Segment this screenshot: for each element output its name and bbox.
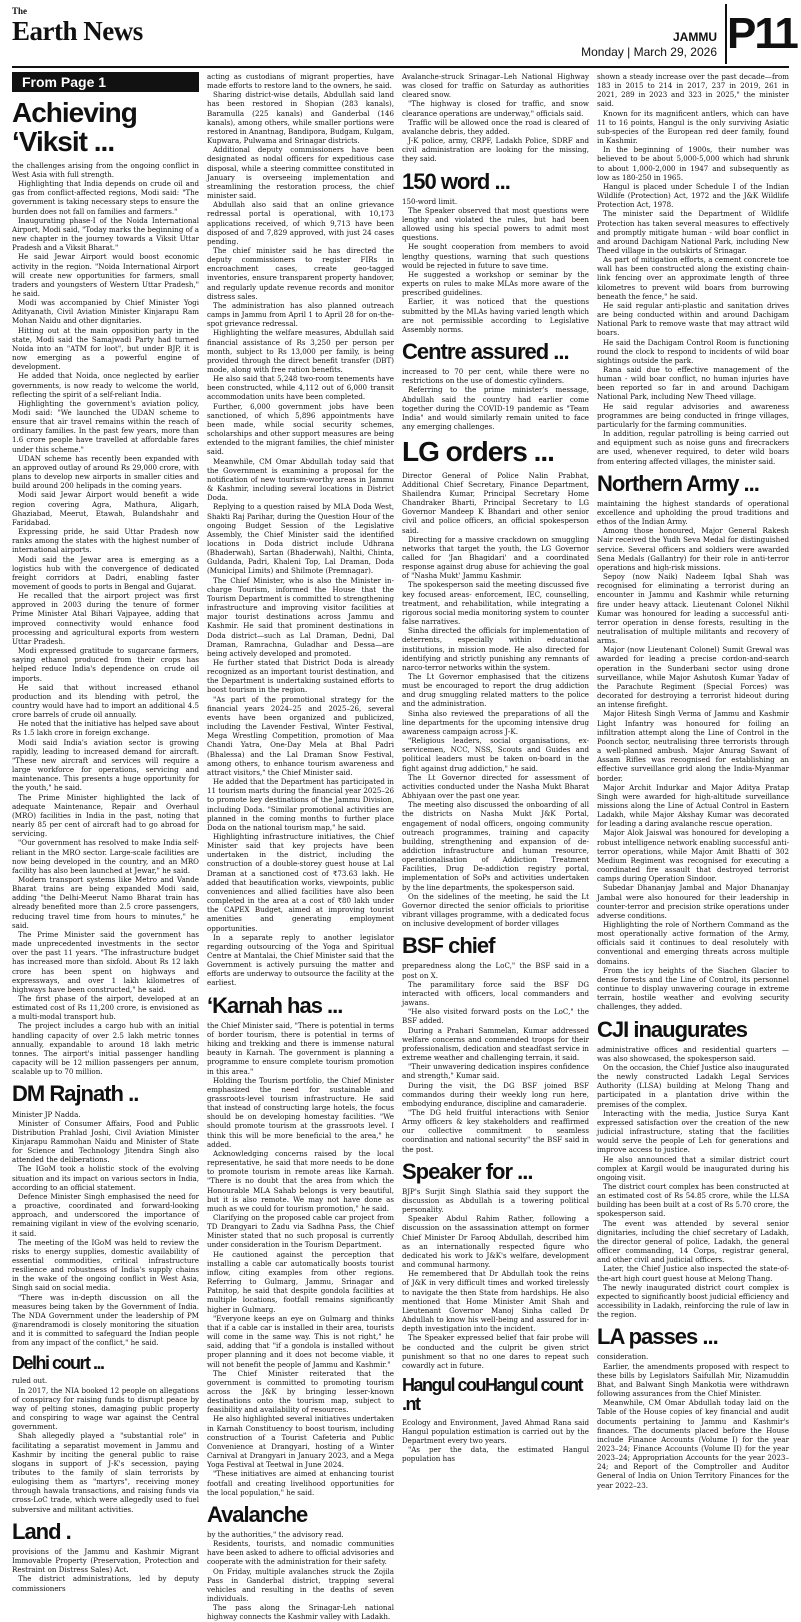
paragraph: In 2017, the NIA booked 12 people on allegations of conspiracy for raising funds to disrupt peace by way of pelting stones, damaging public property and conspiring to wage war against the Central government. [12,1385,199,1432]
paragraph: "The DG held fruitful interactions with Senior Army officers & key stakeholders and reaffirmed our collective commitment to seamless coordination and national security" the BSF said in the post. [402,1107,589,1154]
paragraph: Modi said India's aviation sector is growing rapidly, leading to increased demand for aircraft. "These new aircraft and services will require a large workforce for operations, servicing and maintenance. This presents a huge opportunity for the youth," he said. [12,737,199,793]
paragraph: 150-word limit. [402,196,458,206]
paragraph: He sought cooperation from members to avoid lengthy questions, warning that such questions would be rejected in future to save time. [402,242,589,270]
paragraph: administrative offices and residential quarters — was also showcased, the spokesperson said. [597,1044,789,1063]
paragraph: Hitting out at the main opposition party in the state, Modi said the Samajwadi Party had turned Noida into an "ATM for loot", but under BJP, it is now emerging as a powerful engine of development. [12,325,199,372]
paragraph: "The highway is closed for traffic, and snow clearance operations are underway," officials said. [402,99,589,118]
story-body [597,1045,789,1320]
paragraph: He recalled that the airport project was first approved in 2003 during the tenure of former Prime Minister Atal Bihari Vajpayee, adding that improved connectivity would enhance food processing and agricultural exports from western Uttar Pradesh. [12,591,199,646]
paragraph: The project includes a cargo hub with an initial handling capacity of over 2.5 lakh metric tonnes annually, expandable to around 18 lakh metric tonnes. The airport's initial passenger handling capacity will be 12 million passengers per annum, scalable up to 70 million. [12,1021,199,1077]
paragraph: The Lt Governor emphasised that the citizens must be encouraged to report the drug addiction and drug smuggling related matters to the police and the administration. [402,672,589,709]
newspaper-logo [12,6,143,46]
paragraph: by the authorities," the advisory read. [207,1529,344,1539]
section-banner: From Page 1 [12,72,199,92]
paragraph: Traffic will be allowed once the road is cleared of avalanche debris, they added. [402,117,589,136]
paragraph: "Our government has resolved to make India self-reliant in the MRO sector. Large-scale facilities are now being developed in the country, and an MRO facility has also been launched at Jewar," he said. [12,838,199,875]
paragraph: shown a steady increase over the past decade—from 183 in 2015 to 214 in 2017, 237 in 2019, 261 in 2021, 289 in 2023 and 323 in 2025," the minister said. [597,72,789,109]
story-body [402,197,589,334]
paragraph: Earlier, the amendments proposed with respect to these bills by Legislators Saifullah Mir, Nizamuddin Bhat, and Balwant Singh Mankotia were withdrawn following assurances from the Chief Minister. [597,1361,789,1399]
story-body [207,1530,394,1622]
paragraph: The pass along the Srinagar-Leh national highway connects the Kashmir valley with Ladakh. [207,1603,394,1622]
paragraph: The chief minister said he has directed the deputy commissioners to register FIRs in encroachment cases, create geo-tagged inventories, ensure transparent property handover, and regularly update revenue records and monitor distress sales. [207,245,394,301]
story-avalanche-continued [402,72,589,164]
paragraph: The district administrations, led by deputy commissioners [12,1574,199,1593]
headline: Land . [12,1518,71,1544]
story-body [207,72,394,988]
paragraph: He said regular advisories and awareness programmes are being conducted in fringe villages, particularly for the farming communities. [597,401,789,429]
paragraph: The minister said the Department of Wildlife Protection has taken several measures to effectively and promptly mitigate human - wild boar conflict in and around Dachigam National Park, including New Theed village in the outskirts of Srinagar. [597,209,789,255]
column-4 [597,72,789,1490]
paragraph: Modi said Jewar Airport would benefit a wide region covering Agra, Mathura, Aligarh, Ghaziabad, Meerut, Etawah, Bulandshahr and Faridabad. [12,490,199,527]
paragraph: Acknowledging concerns raised by the local representative, he said that more needs to be done to promote tourism in remote areas like Karnah. "There is no doubt that the area from which the Honourable MLA Sahab belongs is very beautiful, but it is also remote. We may not have done as much as we could for tourism promotion," he said. [207,1148,394,1213]
paragraph: He remembered that Dr Abdullah took the reins of J&K in very difficult times and worked tirelessly to navigate the then State from hardships. He also mentioned that Home Minister Amit Shah and Lieutenant Governor Manoj Sinha called Dr Abdullah to know his well-being and assured for in-depth investigation into the incident. [402,1269,589,1334]
headline: Avalanche [207,1501,308,1527]
paragraph: Holding the Tourism portfolio, the Chief Minister emphasized the need for sustainable and grassroots-level tourism infrastructure. He said that instead of constructing large hotels, the focus should be on developing homestay facilities. "We should promote tourism at the grassroots level. I think this will be more beneficial to the area," he added. [207,1075,394,1149]
story-rajnath [12,1082,199,1347]
paragraph: Inaugurating phase-I of the Noida International Airport, Modi said, "Today marks the beginning of a new chapter in the journey towards a Viksit Uttar Pradesh and a Viksit Bharat." [12,215,199,253]
paragraph: "These initiatives are aimed at enhancing tourist footfall and creating livelihood opportunities for the local population," he said. [207,1469,394,1497]
paragraph: Shah allegedly played a "substantial role" in facilitating a separatist movement in Jammu and Kashmir by inciting the general public to raise slogans in support of J-K's secession, paying tributes to the family of slain terrorists by eulogising them as "martyrs", receiving money through hawala transactions, and raising funds via cross-LoC trade, which were allegedly used to fuel subversive and militant activities. [12,1431,199,1514]
paragraph: From the icy heights of the Siachen Glacier to dense forests and the Line of Control, its personnel continue to display unwavering courage in extreme terrain, hostile weather and evolving security challenges, they added. [597,965,789,1012]
paragraph: Meanwhile, CM Omar Abdullah today said that the Government is examining a proposal for the notification of new tourism-worthy areas in Jammu & Kashmir, including several locations in District Doda. [207,456,394,503]
paragraph: Among those honoured, Major General Rakesh Nair received the Yudh Seva Medal for distinguished service. Several officers and soldiers were awarded Sena Medals (Gallantry) for their role in anti-terror operations and high-risk missions. [597,526,789,572]
story-body [402,961,589,1153]
paragraph: The Chief Minister reiterated that the government is committed to promoting tourism across the J&K by bringing lesser-known destinations onto the tourism map, subject to feasibility and availability of resources. [207,1368,394,1415]
paragraph: He cautioned against the perception that installing a cable car automatically boosts tourist inflow, citing examples from other regions. Referring to Gulmarg, Jammu, Srinagar and Patnitop, he said that despite gondola facilities at multiple locations, footfall remains significantly higher in Gulmarg. [207,1249,394,1314]
paragraph: On the occasion, the Chief Justice also inaugurated the newly constructed Ladakh Legal Services Authority (LLSA) building at Melong Thang and participated in a plantation drive within the premises of the complex. [597,1062,789,1109]
paragraph: The Speaker observed that most questions were lengthy and violated the rules, but had been allowed using his special powers to admit most questions. [402,205,589,243]
paragraph: The district court complex has been constructed at an estimated cost of Rs 54.85 crore, while the LLSA building has been built at a cost of Rs 5.70 crore, the spokesperson said. [597,1182,789,1219]
paragraph: He suggested a workshop or seminar by the experts on rules to make MLAs more aware of the prescribed guidelines. [402,269,589,298]
story-body [12,161,199,1077]
paragraph: The spokesperson said the meeting discussed five key focused areas- enforcement, IEC, counselling, treatment, and rehabilitation, while integrating a rigorous social media monitoring system to counter false narratives. [402,580,589,627]
column-2 [207,72,394,1622]
paragraph: the challenges arising from the ongoing conflict in West Asia with full strength. [12,160,199,179]
paragraph: Rana said due to effective management of the human - wild boar conflict, no human injuries have been reported so far in and around Dachigam National Park, including New Theed village. [597,365,789,402]
paragraph: Major Hitesh Singh Verma of Jammu and Kashmir Light Infantry was honoured for foiling an infiltration attempt along the Line of Control in the Poonch sector, neutralising three terrorists through a well-planned ambush. Major Anurag Sawant of Assam Rifles was recognised for establishing an effective surveillance grid along the India-Myanmar border. [597,709,789,783]
paragraph: increased to 70 per cent, while there were no restrictions on the use of domestic cylinders. [402,367,589,386]
paragraph: The Prime Minister said the government has made unprecedented investments in the sector over the past 11 years. "The infrastructure budget has increased more than sixfold. About Rs 12 lakh crore has been spent on highways and expressways, and over 1 lakh kilometres of highways have been constructed," he said. [12,929,199,994]
paragraph: Highlighting that India depends on crude oil and gas from conflict-affected regions, Modi said: "The government is taking necessary steps to ensure the burden does not fall on families and farmers." [12,179,199,216]
paragraph: In addition, regular patrolling is being carried out and equipment such as noise guns and firecrackers are used, whenever required, to deter wild boars from entering affected villages, the minister said. [597,429,789,466]
paragraph: Later, the Chief Justice also inspected the state-of-the-art high court guest house at Melong Thang. [597,1264,789,1283]
paragraph: He added that the Department has participated in 11 tourism marts during the financial year 2025–26 to promote key destinations of the Jammu Division, including Doda. "Similar promotional activities are planned in the coming months to further place Doda on the national tourism map," he said. [207,777,394,832]
paragraph: Directing for a massive crackdown on smuggling networks that target the youth, the LG Governor called for 'Jan Bhagidari' and a coordinated response against drug abuse for achieving the goal of "Nasha Mukt' Jammu Kashmir. [402,534,589,581]
paragraph: The IGoM took a holistic stock of the evolving situation and its impact on various sectors in India, according to an official statement. [12,1164,199,1192]
paragraph: "There was in-depth discussion on all the measures being taken by the Government of India. The NDA Government under the leadership of PM @narendramodi is closely monitoring the situation and it is committed to safeguard the Indian people from any impact of the conflict," he said. [12,1292,199,1348]
paragraph: Residents, tourists, and nomadic communities have been asked to adhere to official advisories and cooperate with the administration for their safety. [207,1539,394,1567]
paragraph: Sepoy (now Naik) Nadeem Iqbal Shah was recognised for eliminating a terrorist during an encounter in Jammu and Kashmir while returning fire under heavy attack. Lieutenant Colonel Nikhil Kumar was honoured for leading a successful anti-terror operation in dense forests, resulting in the neutralisation of multiple militants and recovery of arms. [597,572,789,646]
paragraph: The Chief Minister, who is also the Minister in-charge Tourism, informed the House that the Tourism Department is committed to strengthening infrastructure and improving visitor facilities at major tourist destinations across Jammu and Kashmir. He said that prominent destinations in Doda district—such as Lal Draman, Dedni, Dal Draman, Ramrachna, Guladhar and Dessa—are being actively developed and promoted. [207,575,394,658]
paragraph: The Prime Minister highlighted the lack of adequate Maintenance, Repair and Overhaul (MRO) facilities in India in the past, noting that nearly 85 per cent of aircraft had to go abroad for servicing. [12,792,199,839]
story-delhi-court [12,1354,199,1514]
paragraph: The first phase of the airport, developed at an estimated cost of Rs 11,200 crore, is envisioned as a multi-modal transport hub. [12,994,199,1022]
story-land [12,1520,199,1593]
headline: Achieving ‘Viksit ... [12,97,137,158]
story-hangul-count [402,1376,589,1464]
story-body [402,72,589,164]
paragraph: preparedness along the LoC," the BSF said in a post on X. [402,961,589,980]
column-1 [12,72,199,1593]
paragraph: Further, 6,000 government jobs have been sanctioned, of which 5,896 appointments have been made, while social security schemes, scholarships and other support measures are being extended to the migrant families, the chief minister said. [207,401,394,457]
paragraph: He said that without increased ethanol production and its blending with petrol, the country would have had to import an additional 4.5 crore barrels of crude oil annually. [12,682,199,720]
paragraph: Major Alok Jaiswal was honoured for developing a robust intelligence network enabling successful anti-terror operations, while Major Amit Bhatti of 302 Medium Regiment was recognised for executing a coordinated fire assault that destroyed terrorist camps during Operation Sindoor. [597,828,789,884]
story-lg-orders [402,437,589,928]
paragraph: The meeting also discussed the onboarding of all the districts on Nasha Mukt J&K Portal, engagement of nodal officers, ongoing community outreach programmes, training and capacity building, strengthening and expansion of de-addiction infrastructure and human resource, operationalisation of Addiction Treatment Facilities, Drug De-addiction registry portal, implementation of SoPs and activities undertaken by the line departments, the spokesperson said. [402,800,589,892]
paragraph: In the beginning of 1900s, their number was believed to be about 5,000-5,000 which had shrunk to about 1,000-2,000 in 1947 and subsequently as low as 180-250 in 1965. [597,145,789,182]
story-body [597,499,789,1012]
paragraph: Earlier, it was noticed that the questions submitted by the MLAs having varied length which are not permissible according to Legislative Assembly norms. [402,297,589,334]
story-viksit [12,98,199,1076]
headline: LA passes ... [597,1324,718,1350]
story-body [12,1376,199,1513]
story-body [207,1021,394,1497]
headline: Centre assured ... [402,339,569,364]
paragraph: He noted that the initiative has helped save about Rs 1.5 lakh crore in foreign exchange. [12,719,199,738]
edition-date: Monday | March 29, 2026 [581,45,717,59]
paragraph: Defence Minister Singh emphasised the need for a proactive, coordinated and forward-looking approach, and underscored the importance of remaining vigilant in view of the evolving scenario, it said. [12,1191,199,1238]
story-150-word [402,170,589,334]
paragraph: Speaker Abdul Rahim Rather, following a discussion on the assassination attempt on former Chief Minister Dr Farooq Abdullah, described him as an internationally respected figure who dedicated his work to J&K's welfare, development and communal harmony. [402,1214,589,1270]
story-body [402,367,589,431]
paragraph: In a separate reply to another legislator regarding outsourcing of the Yoga and Spiritual Centre at Mantalai, the Chief Minister said that the Government is actively pursuing the matter and efforts are underway to outsource the facility at the earliest. [207,932,394,988]
paragraph: Highlighting the welfare measures, Abdullah said financial assistance of Rs 3,250 per person per month, subject to Rs 13,000 per family, is being provided through the direct benefit transfer (DBT) mode, along with free ration benefits. [207,328,394,374]
story-speaker [402,1160,589,1370]
paragraph: Meanwhile, CM Omar Abdullah today laid on the Table of the House copies of key financial and audit documents pertaining to Jammu and Kashmir's finances. The documents placed before the House include Finance Accounts (Volume I) for the year 2023–24; Finance Accounts (Volume II) for the year 2023–24; Appropriation Accounts for the year 2023–24; and Report of the Comptroller and Auditor General of India on Union Territory Finances for the year 2022–23. [597,1398,789,1490]
paragraph: Director General of Police Nalin Prabhat, Additional Chief Secretary, Finance Department, Shailendra Kumar, Principal Secretary Home Chandraker Bharti, Principal Secretary to LG Governor Mandeep K Bhandari and other senior civil and police officers, an official spokesperson said. [402,470,589,535]
paragraph: He said the Dachigam Control Room is functioning round the clock to respond to incidents of wild boar sightings outside the park. [597,337,789,365]
story-karnah [207,994,394,1497]
story-northern-army [597,472,789,1012]
story-centre-assured [402,340,589,431]
paragraph: During a Prahari Sammelan, Kumar addressed welfare concerns and commended troops for their professionalism, dedication and steadfast service in extreme weather and challenging terrain, it said. [402,1025,589,1063]
paragraph: Modi was accompanied by Chief Minister Yogi Adityanath, Civil Aviation Minister Kinjarapu Ram Mohan Naidu and other dignitaries. [12,298,199,326]
paragraph: The Speaker expressed belief that fair probe will be conducted and the culprit be given strict punishment so that no one dares to repeat such cowardly act in future. [402,1333,589,1370]
headline: LG orders ... [402,436,554,468]
story-cji-inaugurates [597,1018,789,1320]
paragraph: "He also visited forward posts on the LoC," the BSF added. [402,1007,589,1026]
paragraph: Highlighting infrastructure initiatives, the Chief Minister said that key projects have been undertaken in the district, including the construction of a double-storey guest house at Lal Draman at a sanctioned cost of ₹73.63 lakh. He added that beautification works, viewpoints, public conveniences and allied facilities have also been completed in the area at a cost of ₹80 lakh under the CAPEX Budget, aimed at improving tourist amenities and generating employment opportunities. [207,831,394,933]
page-number: P11 [725,4,789,64]
paragraph: Highlighting the government's aviation policy, Modi said: "We launched the UDAN scheme to ensure that air travel remains within the reach of ordinary families. In the past few years, more than 1.6 crore people have travelled at affordable fares under this scheme." [12,398,199,454]
paragraph: Referring to the prime minister's message, Abdullah said the country had earlier come together during the COVID-19 pandemic as "Team India" and would similarly remain united to face any emerging challenges. [402,385,589,432]
story-bsf-chief [402,934,589,1153]
paragraph: The newly inaugurated district court complex is expected to significantly boost judicial efficiency and accessibility in Ladakh, reinforcing the rule of law in the region. [597,1282,789,1320]
paragraph: "Everyone keeps an eye on Gulmarg and thinks that if a cable car is installed in their area, tourists will come in the same way. This is not right," he said, adding that "if a gondola is installed without proper planning and it does not become viable, it will not benefit the people of Jammu and Kashmir." [207,1313,394,1369]
paragraph: On Friday, multiple avalanches struck the Zojila Pass in Ganderbal district, trapping several vehicles and resulting in the deaths of seven individuals. [207,1566,394,1604]
paragraph: consideration. [597,1352,649,1362]
paragraph: Known for its magnificent antlers, which can have 11 to 16 points, Hangul is the only surviving Asiatic sub-species of the European red deer family, found in Kashmir. [597,108,789,146]
paragraph: The meeting of the IGoM was held to review the risks to energy supplies, domestic availability of essential commodities, critical infrastructure resilience and robustness of India's supply chains in the wake of the ongoing conflict in West Asia, Singh said on social media. [12,1237,199,1293]
paragraph: Additional deputy commissioners have been designated as nodal officers for expeditious case disposal, while a steering committee constituted in January is overseeing implementation and streamlining the restoration process, the chief minister said. [207,145,394,201]
edition-city: JAMMU [673,30,717,44]
paragraph: maintaining the highest standards of operational excellence and upholding the proud traditions and ethos of the Indian Army. [597,498,789,527]
paragraph: "Their unwavering dedication inspires confidence and strength," Kumar said. [402,1062,589,1081]
story-land-continued [207,72,394,988]
paragraph: He also said that 5,248 two-room tenements have been constructed, while 4,112 out of 6,000 transit accommodation units have been completed. [207,374,394,402]
story-body [402,1187,589,1370]
paragraph: He also announced that a similar district court complex at Kargil would be inaugurated during his ongoing visit. [597,1154,789,1182]
headline: BSF chief [402,933,495,959]
story-la-passes [597,1325,789,1489]
paragraph: UDAN scheme has recently been expanded with an approved outlay of around Rs 29,000 crore, with plans to develop new airports in smaller cities and build around 200 helipads in the coming years. [12,453,199,491]
paragraph: Clarifying on the proposed cable car project from TD Drangyari to Zadu via Sadhna Pass, the Chief Minister stated that no such proposal is currently under consideration in the Tourism Department. [207,1213,394,1250]
paragraph: Major (now Lieutenant Colonel) Sumit Grewal was awarded for leading a precise cordon-and-search operation in the Sunderbani sector using drone surveillance, while Major Ashutosh Kumar Yadav of the Parachute Regiment (Special Forces) was decorated for destroying a terrorist hideout during an intense firefight. [597,645,789,710]
paragraph: As part of mitigation efforts, a cement concrete toe wall has been constructed along the existing chain-link fencing over an approximate length of three kilometres to prevent wild boars from burrowing beneath the fence," he said. [597,255,789,301]
story-body [12,1547,199,1593]
paragraph: "As part of the promotional strategy for the financial years 2024–25 and 2025–26, several events have been organized and publicized, including the Lavender Festival, Winter Festival, Mega Wrestling Competition, promotion of Maa Chandi Yatra, One-Day Mela at Bhal Padri (Bhalessa) and the Lal Draman Snow Festival, among others, to enhance tourism awareness and attract visitors," the Chief Minister said. [207,694,394,777]
paragraph: The Lt Governor directed for assessment of activities conducted under the Nasha Mukt Bharat Abhiyaan over the past one year. [402,772,589,801]
paragraph: Highlighting the role of Northern Command as the most operationally active formation of the Army, officials said it continues to deal resolutely with conventional and emerging threats across multiple domains. [597,920,789,966]
paragraph: He also highlighted several initiatives undertaken in Karnah Constituency to boost tourism, including construction of a Tourist Cafeteria and Public Convenience at Drangyari, hosting of a Winter Carnival at Drangyari in January 2023, and a Mega Yoga Festival at Teetwal in June 2024. [207,1414,394,1470]
paragraph: Sinha also reviewed the preparations of all the line departments for the upcoming intensive drug awareness campaign across J-K. [402,708,589,736]
paragraph: Modi expressed gratitude to sugarcane farmers, saying ethanol produced from their crops has helped reduce India's dependence on crude oil imports. [12,646,199,683]
paragraph: During the visit, the DG BSF joined BSF commandos during their weekly long run here, embodying endurance, discipline and camaraderie. [402,1080,589,1108]
story-body [12,1110,199,1348]
paragraph: ruled out. [12,1376,48,1386]
paragraph: Avalanche-struck Srinagar–Leh National Highway was closed for traffic on Saturday as authorities cleared snow. [402,72,589,100]
paragraph: J-K police, army, CRPF, Ladakh Police, SDRF and civil administration are looking for the missing, they said. [402,136,589,164]
paragraph: He further stated that District Doda is already recognized as an important tourist destination, and the Department is undertaking sustained efforts to boost tourism in the region. [207,658,394,695]
story-body [597,72,789,466]
paragraph: Interacting with the media, Justice Surya Kant expressed satisfaction over the creation of the new judicial infrastructure, stating that the facilities would serve the people of Leh for generations and improve access to justice. [597,1108,789,1155]
story-hangul-continued [597,72,789,466]
headline: DM Rajnath .. [12,1081,139,1107]
paragraph: Subedar Dhananjay Jambal and Major Dhananjay Jambal were also honoured for their leadership in counter-terror and precision strike operations under adverse conditions. [597,883,789,920]
paragraph: He said Jewar Airport would boost economic activity in the region. "Noida International Airport will create new opportunities for farmers, small traders and youngsters of Western Uttar Pradesh," he said. [12,252,199,298]
paragraph: Sharing district-wise details, Abdullah said land has been restored in Shopian (283 kanals), Baramulla (225 kanals) and Ganderbal (146 kanals), among others, while smaller portions were restored in Anantnag, Bandipora, Budgam, Kulgam, Kupwara, Pulwama and Srinagar districts. [207,90,394,146]
paragraph: Expressing pride, he said Uttar Pradesh now ranks among the states with the highest number of international airports. [12,527,199,555]
edition-info [581,30,717,60]
paragraph: provisions of the Jammu and Kashmir Migrant Immovable Property (Preservation, Protection and Restraint on Distress Sales) Act. [12,1546,199,1575]
paragraph: Modern transport systems like Metro and Vande Bharat trains are being expanded Modi said, adding "the Delhi-Meerut Namo Bharat train has already benefited more than 2.5 crore passengers, reducing travel time from hours to minutes," he said. [12,874,199,930]
headline: 150 word ... [402,168,510,194]
paragraph: He added that Noida, once neglected by earlier governments, is now ready to welcome the world, reflecting the spirit of a self-reliant India. [12,371,199,399]
paragraph: "Religious leaders, social organisations, ex-servicemen, NCC, NSS, Scouts and Guides and political leaders must be taken on-board in the fight against drug addiction," he said. [402,736,589,773]
paragraph: Hangul is placed under Schedule I of the Indian Wildlife (Protection) Act, 1972 and the J&K Wildlife Protection Act, 1978. [597,181,789,210]
logo-the: The [12,6,28,16]
paragraph: The administration has also planned outreach camps in Jammu from April 1 to April 28 for on-the-spot grievance redressal. [207,300,394,329]
paragraph: "As per the data, the estimated Hangul population has [402,1445,589,1464]
story-body [597,1352,789,1489]
paragraph: Replying to a question raised by MLA Doda West, Shakti Raj Parihar, during the Question Hour of the ongoing Budget Session of the Legislative Assembly, the Chief Minister said the identified locations in Doda district include Udhrana (Bhaderwah), Sartan (Bhaderwah), Nalthi, Chinta, Guldanda, Padri, Khaleni Top, Lal Draman, Doda (Municipal Limits) and Shilmote (Premnagar). [207,502,394,576]
paragraph: BJP's Surjit Singh Slathia said they support the discussion as Abdullah is a towering political personality. [402,1186,589,1215]
headline: ‘Karnah has ... [207,992,343,1018]
paragraph: Major Archit Indurkar and Major Aditya Pratap Singh were awarded for high-altitude surveillance missions along the Line of Actual Control in Eastern Ladakh, while Major Akshay Kumar was decorated for leading a daring avalanche rescue operation. [597,782,789,829]
story-avalanche [207,1503,394,1622]
paragraph: Ecology and Environment, Javed Ahmad Rana said Hangul population estimation is carried out by the Department every two years. [402,1417,589,1446]
column-3 [402,72,589,1464]
paragraph: Sinha directed the officials for implementation of deterrents, especially within educational institutions, in mission mode. He also directed for identifying and strictly punishing any remnants of narco-terror networks within the system. [402,626,589,672]
headline: Delhi court ... [12,1352,104,1373]
paragraph: the Chief Minister said, "There is potential in terms of border tourism, there is potential in terms of hiking and trekking and there is immense natural beauty in Karnah. The government is planning a programme to ensure complete tourism promotion in this area." [207,1020,394,1076]
paragraph: The event was attended by several senior dignitaries, including the chief secretary of Ladakh, the director general of police, Ladakh, the general officer commanding, 14 Corps, registrar general, and other civil and judicial officers. [597,1218,789,1265]
headline: Northern Army ... [597,470,759,496]
headline: Speaker for ... [402,1158,533,1184]
paragraph: On the sidelines of the meeting, he said the Lt Governor directed the senior officials to prioritise vibrant villages programme, with a dedicated focus on inclusive development of border villages [402,891,589,929]
newspaper-name: Earth News [12,16,143,46]
paragraph: Abdullah also said that an online grievance redressal portal is operational, with 10,173 applications received, of which 9,713 have been disposed of and 7,829 approved, with just 24 cases pending. [207,200,394,246]
paragraph: acting as custodians of migrant properties, have made efforts to restore land to the owners, he said. [207,72,394,91]
paragraph: He said regular anti-plastic and sanitation drives are being conducted within and around Dachigam National Park to remove waste that may attract wild boars. [597,300,789,338]
masthead [12,4,797,68]
paragraph: Minister of Consumer Affairs, Food and Public Distribution Prahlad Joshi, Civil Aviation Minister Kinjarapu Rammohan Naidu and Minister of State for Science and Technology Jitendra Singh also attended the deliberations. [12,1118,199,1165]
story-body [402,1418,589,1464]
headline: Hangul couHangul count .nt [402,1374,582,1414]
paragraph: Minister JP Nadda. [12,1109,81,1119]
paragraph: Modi said the Jewar area is emerging as a logistics hub with the convergence of dedicated freight corridors at Dadri, enabling faster movement of goods to ports in Bengal and Gujarat. [12,554,199,591]
headline: CJI inaugurates [597,1016,748,1042]
story-body [402,471,589,929]
paragraph: The paramilitary force said the BSF DG interacted with officers, local commanders and jawans. [402,979,589,1008]
